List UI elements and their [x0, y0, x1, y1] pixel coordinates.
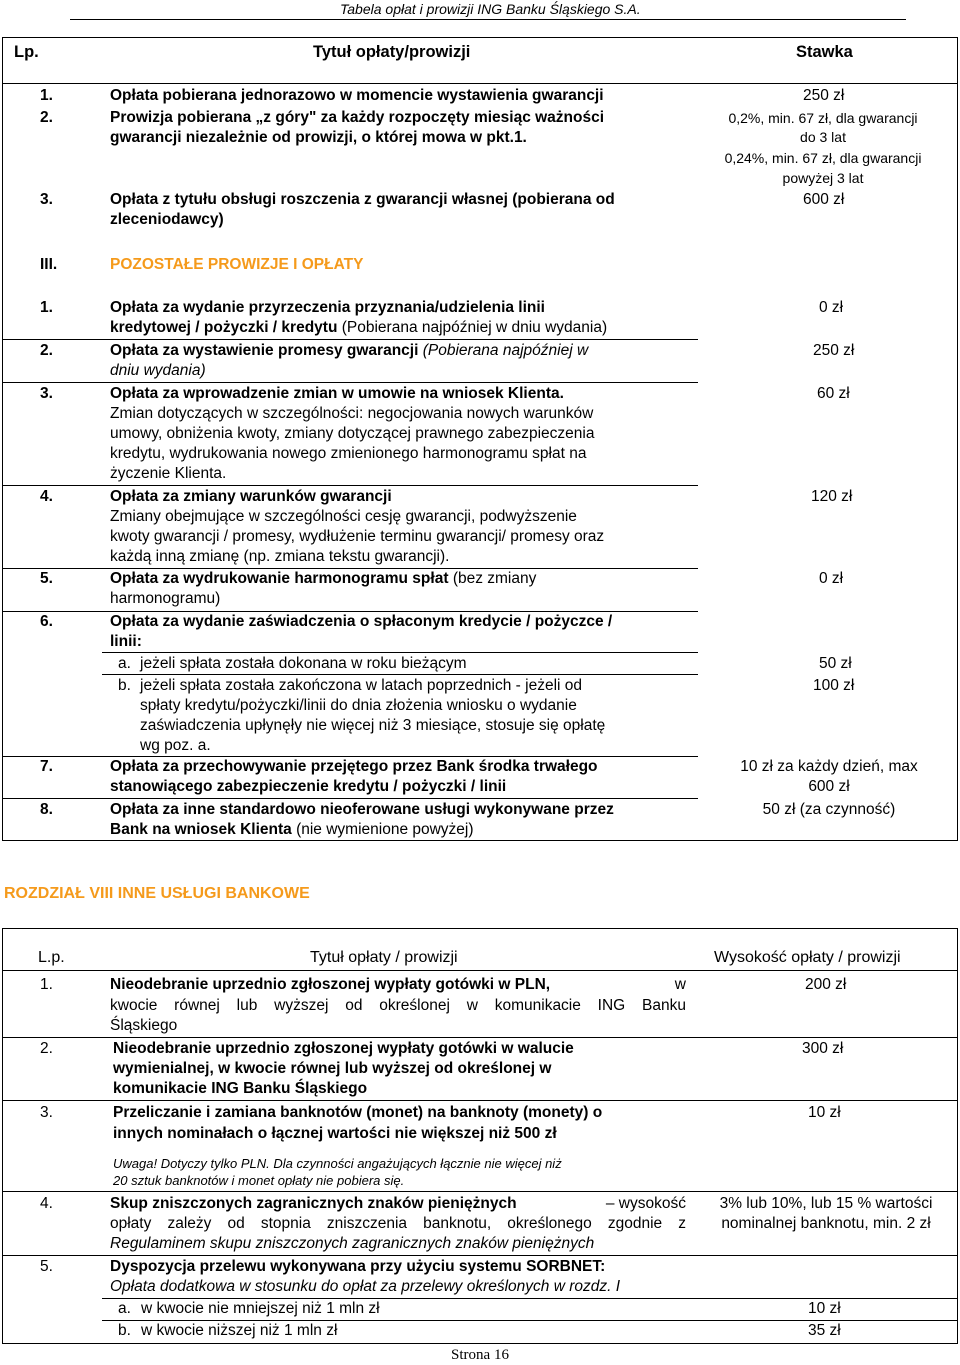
subitem-text: w kwocie nie mniejszej niż 1 mln zł [141, 1300, 380, 1317]
row-divider [2, 1191, 958, 1192]
row-title: Opłata pobierana jednorazowo w momencie wystawienia gwarancji [110, 87, 604, 104]
row-title: Nieodebranie uprzednio zgłoszonej wypłaty gotówki w walucie [113, 1040, 574, 1057]
row-title-cont: komunikacie ING Banku Śląskiego [113, 1080, 368, 1097]
item-desc: każdą inną zmianę (np. zmiana tekstu gwarancji). [110, 548, 450, 565]
item-title: Opłata za wydanie przyrzeczenia przyznania/udzielenia linii [110, 299, 545, 316]
row-rate: 250 zł [803, 87, 845, 104]
row-divider [2, 798, 698, 799]
item-title: Opłata za zmiany warunków gwarancji [110, 488, 392, 505]
item-title-cont: linii: [110, 633, 142, 650]
item-title: Opłata za przechowywanie przejętego przez Bank środka trwałego [110, 758, 598, 775]
row-rate: 0,2%, min. 67 zł, dla gwarancji [728, 110, 918, 126]
row-rate: 600 zł [803, 191, 845, 208]
row-lp: 2. [40, 1040, 53, 1057]
row-divider [2, 1037, 958, 1038]
row-desc: Regulaminem skupu zniszczonych zagranicznych znaków pieniężnych [110, 1235, 595, 1252]
item-title: Opłata za inne standardowo nieoferowane usługi wykonywane przez [110, 801, 614, 818]
item-lp: 5. [40, 570, 53, 587]
item-rate: 0 zł [819, 299, 844, 316]
page-number: Strona 16 [451, 1347, 509, 1363]
item-note: (nie wymienione powyżej) [296, 821, 474, 838]
row-rate: 300 zł [802, 1040, 844, 1057]
item-desc: kwoty gwarancji / promesy, wydłużenie terminu gwarancji/ promesy oraz [110, 528, 605, 545]
item-lp: 8. [40, 801, 53, 818]
subitem-lp: b. [118, 1322, 131, 1339]
row-divider [2, 1255, 958, 1256]
subitem-text: wg poz. a. [140, 737, 211, 754]
subitem-lp: a. [118, 655, 131, 672]
section-lp: III. [40, 256, 58, 273]
fees-table-header-rule [2, 83, 958, 84]
row-rate: 200 zł [805, 976, 847, 993]
row-lp: 3. [40, 1104, 53, 1121]
row-title: Nieodebranie uprzednio zgłoszonej wypłaty gotówki w PLN, [110, 976, 551, 993]
header-rule [70, 19, 906, 20]
col-lp-header: Lp. [14, 43, 39, 61]
item-rate: 250 zł [813, 342, 855, 359]
table-header-rule [2, 970, 958, 971]
row-title-cont: gwarancji niezależnie od prowizji, o której mowa w pkt.1. [110, 129, 527, 146]
row-desc: kwocie równej lub wyższej od określonej w komunikacie ING Banku [110, 997, 686, 1014]
row-rate: nominalnej banknotu, min. 2 zł [721, 1215, 931, 1232]
item-note: (Pobierana najpóźniej w [422, 342, 589, 359]
item-note: (bez zmiany [452, 570, 537, 587]
row-divider [2, 485, 698, 486]
row-lp: 2. [40, 109, 53, 126]
document-header: Tabela opłat i prowizji ING Banku Śląskiego S.A. [340, 1, 641, 17]
row-title: Przeliczanie i zamiana banknotów (monet) na banknoty (monety) o [113, 1104, 603, 1121]
item-lp: 1. [40, 299, 53, 316]
item-title-cont: Bank na wniosek Klienta [110, 821, 292, 838]
row-title-cont: wymienialnej, w kwocie równej lub wyższej od określonej w [113, 1060, 552, 1077]
row-lp: 3. [40, 191, 53, 208]
section-title: POZOSTAŁE PROWIZJE I OPŁATY [110, 256, 364, 273]
subitem-rate: 35 zł [808, 1322, 841, 1339]
row-title: Opłata z tytułu obsługi roszczenia z gwarancji własnej (pobierana od [110, 191, 615, 208]
item-desc: kredytu, wydrukowania nowego zmienionego harmonogramu spłat na [110, 445, 587, 462]
subitem-text: jeżeli spłata została dokonana w roku bieżącym [140, 655, 467, 672]
row-lp: 1. [40, 87, 53, 104]
subitem-lp: b. [118, 677, 131, 694]
item-note-cont: dniu wydania) [110, 362, 206, 379]
row-title-word: – wysokość [605, 1195, 686, 1212]
item-note-cont: harmonogramu) [110, 590, 221, 607]
item-title: Opłata za wprowadzenie zmian w umowie na wniosek Klienta. [110, 385, 564, 402]
subitem-text: jeżeli spłata została zakończona w latach poprzednich - jeżeli od [140, 677, 582, 694]
subitem-rate: 50 zł [819, 655, 852, 672]
item-rate: 60 zł [817, 385, 850, 402]
row-rate: 0,24%, min. 67 zł, dla gwarancji [724, 150, 922, 166]
item-lp: 6. [40, 613, 53, 630]
item-desc: życzenie Klienta. [110, 465, 227, 482]
item-title-cont: kredytowej / pożyczki / kredytu [110, 319, 338, 336]
row-rate: powyżej 3 lat [782, 170, 864, 186]
row-rate: 3% lub 10%, lub 15 % wartości [719, 1195, 933, 1212]
item-desc: Zmian dotyczących w szczególności: negocjowania nowych warunków [110, 405, 594, 422]
row-title: Dyspozycja przelewu wykonywana przy użyciu systemu SORBNET: [110, 1258, 606, 1275]
col-title-header: Tytuł opłaty/prowizji [313, 43, 471, 61]
item-desc: umowy, obniżenia kwoty, zmiany dotyczącej prawnego zabezpieczenia [110, 425, 595, 442]
row-title-cont: zleceniodawcy) [110, 211, 224, 228]
row-divider [102, 674, 698, 675]
row-lp: 5. [40, 1258, 53, 1275]
item-rate: 600 zł [808, 778, 850, 795]
row-lp: 4. [40, 1195, 53, 1212]
subitem-text: zaświadczenia upłynęły nie więcej niż 3 miesiące, stosuje się opłatę [140, 717, 606, 734]
item-lp: 2. [40, 342, 53, 359]
item-rate: 120 zł [811, 488, 853, 505]
item-lp: 4. [40, 488, 53, 505]
row-divider [2, 339, 698, 340]
section-heading: ROZDZIAŁ VIII INNE USŁUGI BANKOWE [4, 885, 310, 902]
row-title-cont: innych nominałach o łącznej wartości nie większej niż 500 zł [113, 1125, 557, 1142]
subitem-lp: a. [118, 1300, 131, 1317]
row-note: Uwaga! Dotyczy tylko PLN. Dla czynności angażujących łącznie nie więcej niż [113, 1156, 562, 1171]
subitem-rate: 10 zł [808, 1300, 841, 1317]
col-rate-header: Wysokość opłaty / prowizji [714, 949, 901, 966]
item-title-cont: stanowiącego zabezpieczenie kredytu / pożyczki / linii [110, 778, 507, 795]
subitem-rate: 100 zł [813, 677, 855, 694]
row-rate: do 3 lat [800, 129, 846, 145]
row-title: Prowizja pobierana „z góry" za każdy rozpoczęty miesiąc ważności [110, 109, 605, 126]
row-desc: opłaty zależy od stopnia zniszczenia banknotu, określonego zgodnie z [110, 1215, 686, 1232]
row-note: 20 sztuk banknotów i monet opłaty nie pobiera się. [113, 1173, 405, 1188]
item-lp: 7. [40, 758, 53, 775]
row-rate: 10 zł [808, 1104, 841, 1121]
item-desc: Zmiany obejmujące w szczególności cesję gwarancji, podwyższenie [110, 508, 577, 525]
item-title: Opłata za wydanie zaświadczenia o spłaconym kredycie / pożyczce / [110, 613, 613, 630]
row-title: Skup zniszczonych zagranicznych znaków pieniężnych [110, 1195, 517, 1212]
item-title: Opłata za wystawienie promesy gwarancji [110, 342, 419, 359]
subitem-text: w kwocie niższej niż 1 mln zł [141, 1322, 338, 1339]
item-rate: 0 zł [819, 570, 844, 587]
item-note: (Pobierana najpóźniej w dniu wydania) [341, 319, 608, 336]
row-lp: 1. [40, 976, 53, 993]
row-divider [102, 652, 698, 653]
item-rate: 10 zł za każdy dzień, max [740, 758, 918, 775]
col-title-header: Tytuł opłaty / prowizji [310, 949, 458, 966]
item-rate: 50 zł (za czynność) [762, 801, 896, 818]
row-divider [2, 382, 698, 383]
subitem-text: spłaty kredytu/pożyczki/linii do dnia złożenia wniosku o wydanie [140, 697, 577, 714]
item-title: Opłata za wydrukowanie harmonogramu spłat [110, 570, 449, 587]
item-lp: 3. [40, 385, 53, 402]
row-divider [2, 1100, 958, 1101]
col-rate-header: Stawka [796, 43, 853, 61]
row-desc: Opłata dodatkowa w stosunku do opłat za przelewy określonych w rozdz. I [110, 1278, 621, 1295]
col-lp-header: L.p. [38, 949, 65, 966]
row-desc: Śląskiego [110, 1017, 178, 1034]
row-title-word: w [674, 976, 686, 993]
